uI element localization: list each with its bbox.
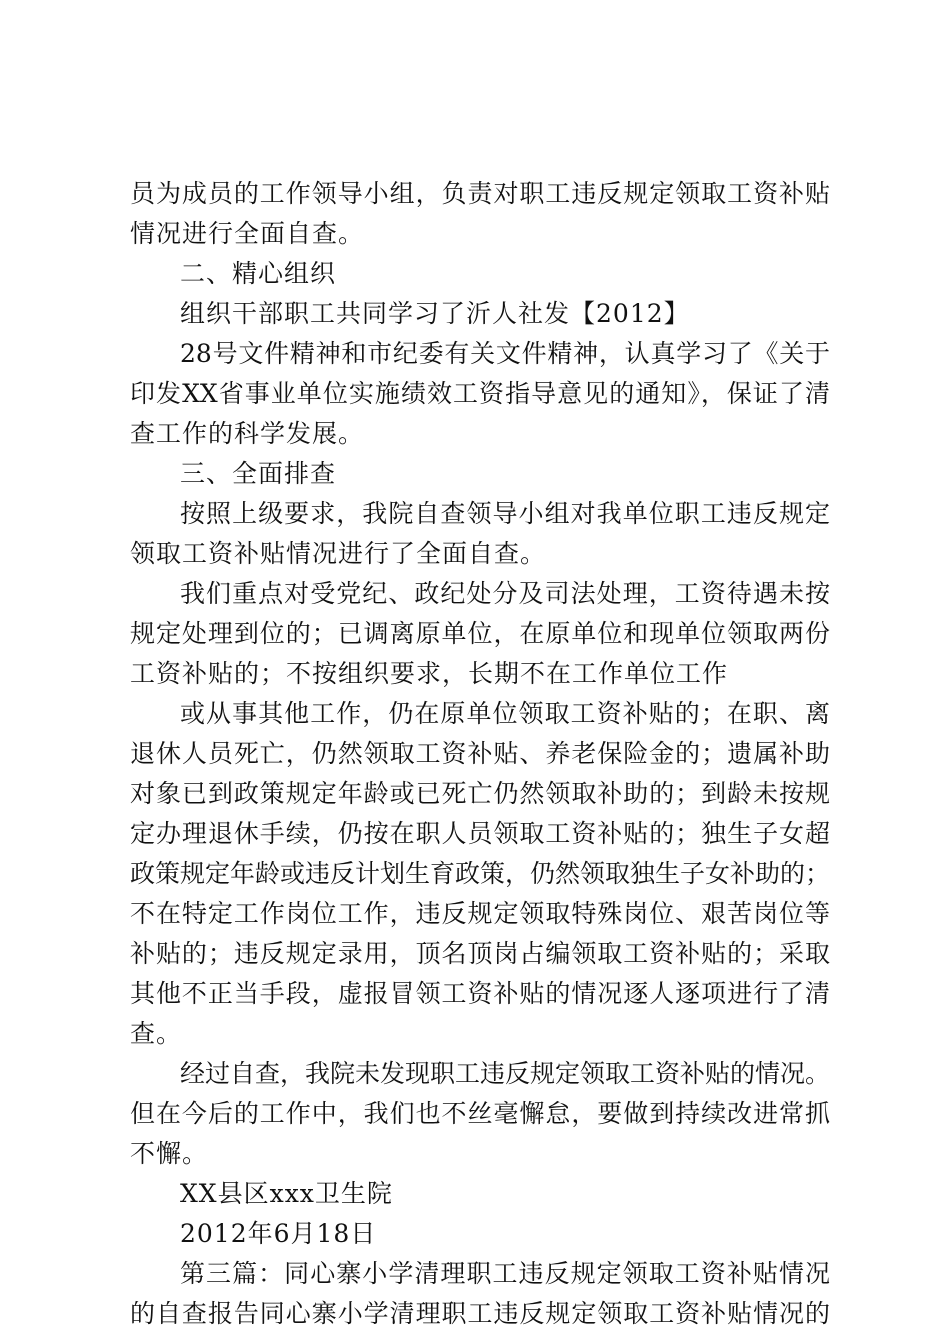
text-line: 查。 <box>130 1019 183 1048</box>
text-line: 但在今后的工作中，我们也不丝毫懈怠，要做到持续改进常抓 <box>130 1099 830 1128</box>
text-line: 工资补贴的；不按组织要求，长期不在工作单位工作 <box>130 659 729 688</box>
text-line: 我们重点对受党纪、政纪处分及司法处理，工资待遇未按 <box>180 579 830 608</box>
text-line: 其他不正当手段，虚报冒领工资补贴的情况逐人逐项进行了清 <box>130 979 830 1008</box>
text-line: 员为成员的工作领导小组，负责对职工违反规定领取工资补贴 <box>130 179 830 208</box>
section-heading: 二、精心组织 <box>180 259 337 288</box>
text-line: 经过自查，我院未发现职工违反规定领取工资补贴的情况。 <box>180 1059 831 1088</box>
text-line: 政策规定年龄或违反计划生育政策，仍然领取独生子女补助的； <box>130 859 831 888</box>
text-line: 规定处理到位的；已调离原单位，在原单位和现单位领取两份 <box>130 619 830 648</box>
signature-date: 2012年6月18日 <box>180 1219 377 1248</box>
text-line: 补贴的；违反规定录用，顶名顶岗占编领取工资补贴的；采取 <box>130 939 830 968</box>
text-line: 印发XX省事业单位实施绩效工资指导意见的通知》，保证了清 <box>130 379 830 408</box>
text-line: 28号文件精神和市纪委有关文件精神，认真学习了《关于 <box>180 339 830 368</box>
text-line: 不懈。 <box>130 1139 209 1168</box>
text-line: 组织干部职工共同学习了沂人社发【2012】 <box>180 299 690 328</box>
text-line: 不在特定工作岗位工作，违反规定领取特殊岗位、艰苦岗位等 <box>130 899 830 928</box>
text-line: 退休人员死亡，仍然领取工资补贴、养老保险金的；遗属补助 <box>130 739 830 768</box>
text-line: 按照上级要求，我院自查领导小组对我单位职工违反规定 <box>180 499 830 528</box>
text-line: 定办理退休手续，仍按在职人员领取工资补贴的；独生子女超 <box>130 819 830 848</box>
text-line: 对象已到政策规定年龄或已死亡仍然领取补助的；到龄未按规 <box>130 779 830 808</box>
text-line: 领取工资补贴情况进行了全面自查。 <box>130 539 547 568</box>
text-line: 情况进行全面自查。 <box>130 219 365 248</box>
signature-organization: XX县区xxx卫生院 <box>180 1179 393 1208</box>
text-line: 的自查报告同心寨小学清理职工违反规定领取工资补贴情况的 <box>130 1299 830 1328</box>
text-line: 或从事其他工作，仍在原单位领取工资补贴的；在职、离 <box>180 699 830 728</box>
section-heading: 三、全面排查 <box>180 459 337 488</box>
text-line: 第三篇：同心寨小学清理职工违反规定领取工资补贴情况 <box>180 1259 830 1288</box>
text-line: 查工作的科学发展。 <box>130 419 365 448</box>
